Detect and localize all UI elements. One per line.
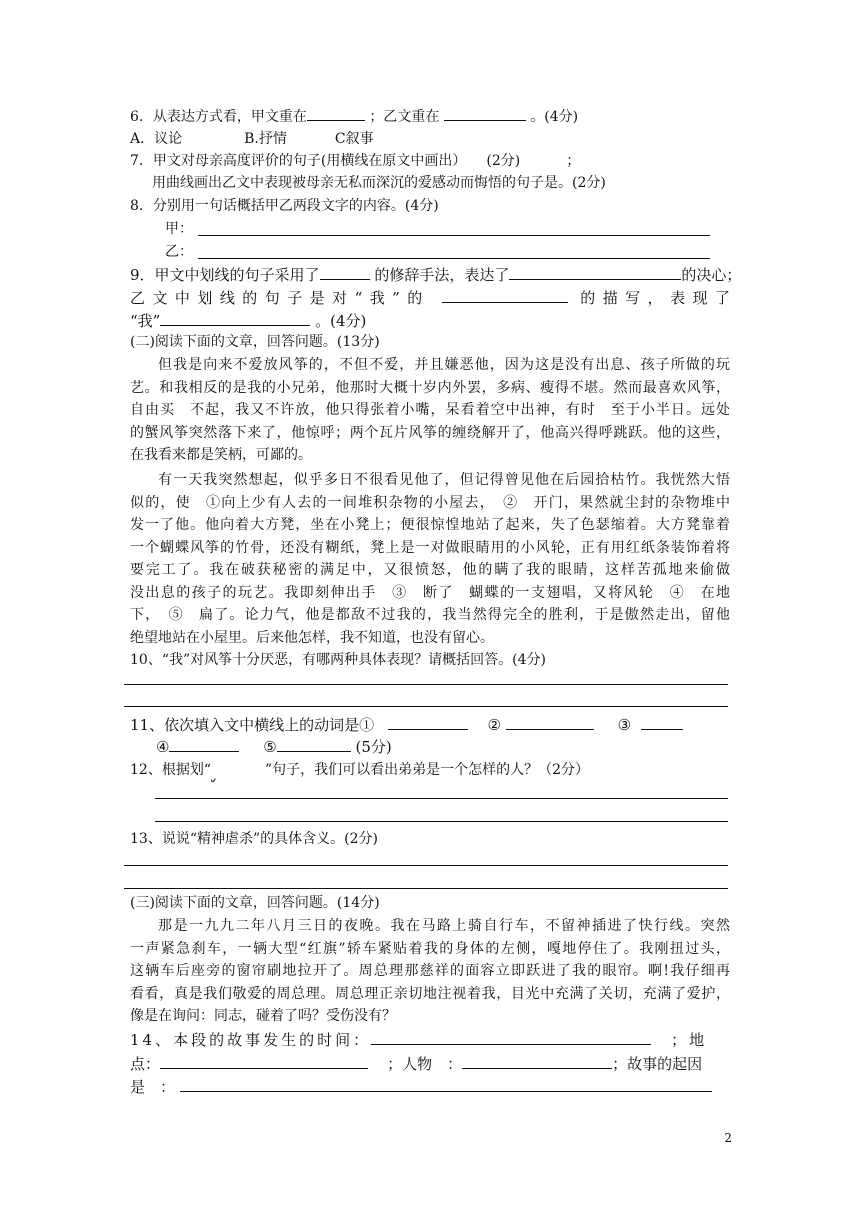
blank[interactable] — [307, 106, 365, 121]
answer-line[interactable] — [124, 865, 728, 866]
question-14-line-3: 是 ： — [130, 1077, 730, 1097]
question-14-line-2: 点： ；人物 ： ；故事的起因 — [130, 1055, 703, 1073]
question-7-part-b: 用曲线画出乙文中表现被母亲无私而深沉的爱感动而悔悟的句子是。(2分) — [152, 175, 606, 191]
answer-line[interactable] — [155, 821, 728, 822]
page-number: 2 — [724, 1131, 732, 1145]
blank[interactable] — [641, 715, 683, 730]
answer-line[interactable] — [198, 235, 710, 236]
question-11: 11、依次填入文中横线上的动词是① ② ③ — [130, 715, 740, 735]
blank[interactable] — [444, 106, 526, 121]
answer-line[interactable] — [198, 258, 710, 259]
blank[interactable] — [462, 1054, 612, 1069]
answer-yi-label: 乙： — [165, 244, 193, 260]
passage-2-para-2: 有一天我突然想起，似乎多日不很看见他了，但记得曾见他在后园拾枯竹。我恍然大悟 似的，使 ①向上少有人去的一间堆积杂物的小屋去， ② 开门，果然就尘封的杂物堆中 发一了他。他向着大方凳，坐在小凳上；便很惊惶地站了起来，失了色瑟缩着。大方凳靠着 一个蝴蝶风筝的竹骨，还没有糊纸，凳上是一对做眼睛用的小风轮，正有用红纸条装饰着将 要完工了。我在破获秘密的满足中，又很愤怒，他的瞒了我的眼睛，这样苦孤地来偷做 没出息的孩子的玩艺。我即刻伸出手 ③ 断了 蝴蝶的一支翅唱，又将风轮 ④ 在地 下， ⑤ 扁了。论力气，他是都敌不过我的，我当然得完全的胜利，于是傲然走出，留他 绝望地站在小屋里。后来他怎样，我不知道，也没有留心。 — [130, 472, 730, 646]
question-9: 9．甲文中划线的句子采用了 的修辞手法，表达了 的决心； — [130, 266, 742, 284]
blank[interactable] — [388, 715, 468, 730]
section-3-heading: (三)阅读下面的文章，回答问题。(14分) — [130, 895, 380, 911]
question-6-options: A．议论 B.抒情 C叙事 — [130, 131, 374, 147]
blank[interactable] — [277, 737, 351, 752]
question-8: 8．分别用一句话概括甲乙两段文字的内容。(4分) — [130, 198, 439, 214]
answer-line[interactable] — [124, 706, 728, 707]
section-2-heading: (二)阅读下面的文章，回答问题。(13分) — [130, 334, 380, 350]
blank[interactable] — [509, 265, 681, 280]
wavy-underline-mark — [211, 760, 265, 780]
question-9-line-2: 乙文中划线的句子是对“我”的 的描写，表现了 — [130, 289, 730, 307]
blank[interactable] — [442, 288, 568, 303]
answer-line[interactable] — [124, 888, 728, 889]
answer-line[interactable] — [155, 798, 728, 799]
blank[interactable] — [180, 1077, 712, 1092]
blank[interactable] — [169, 737, 239, 752]
answer-line[interactable] — [124, 684, 728, 685]
blank[interactable] — [371, 1030, 651, 1045]
blank[interactable] — [160, 1054, 368, 1069]
question-12: 12、根据划“ ”句子，我们可以看出弟弟是一个怎样的人？（2分） — [130, 762, 590, 778]
question-10: 10、“我”对风筝十分厌恶，有哪两种具体表现？请概括回答。(4分) — [130, 652, 546, 668]
blank[interactable] — [320, 265, 370, 280]
passage-3: 那是一九九二年八月三日的夜晚。我在马路上骑自行车，不留神插进了快行线。突然 一声紧急刹车，一辆大型“红旗”轿车紧贴着我的身体的左侧，嘎地停住了。我刚扭过头， 这辆车后座旁的窗帘刷地拉开了。周总理那慈祥的面容立即跃进了我的眼帘。啊!我仔细再 看看，真是我们敬爱的周总理。周总理正亲切地注视着我，目光中充满了关切，充满了爱护， 像是在询问：同志，碰着了吗？受伤没有？ — [130, 918, 730, 1024]
blank[interactable] — [160, 311, 310, 326]
blank[interactable] — [506, 715, 594, 730]
question-6: 6．从表达方式看，甲文重在 ；乙文重在 。(4分) — [130, 106, 730, 127]
answer-jia-label: 甲： — [165, 221, 193, 237]
question-7: 7．甲文对母亲高度评价的句子(用横线在原文中画出） (2分) ； — [130, 153, 581, 169]
question-14: 14、本段的故事发生的时间： ；地 — [130, 1031, 708, 1049]
question-13: 13、说说“精神虐杀”的具体含义。(2分) — [130, 831, 378, 847]
question-11-line-2: ④ ⑤ (5分) — [156, 738, 392, 756]
question-9-line-3: “我” 。(4分) — [130, 312, 367, 330]
passage-2-para-1: 但我是向来不爱放风筝的，不但不爱，并且嫌恶他，因为这是没有出息、孩子所做的玩 艺。和我相反的是我的小兄弟，他那时大概十岁内外罢，多病、瘦得不堪。然而最喜欢风筝， 自由买 不起，我又不许放，他只得张着小嘴，呆看着空中出神，有时 至于小半日。远处 的蟹风筝突然落下来了，他惊呼；两个瓦片风筝的缠绕解开了，他高兴得呼跳跃。他的这些， 在我看来都是笑柄，可鄙的。 — [130, 357, 730, 463]
